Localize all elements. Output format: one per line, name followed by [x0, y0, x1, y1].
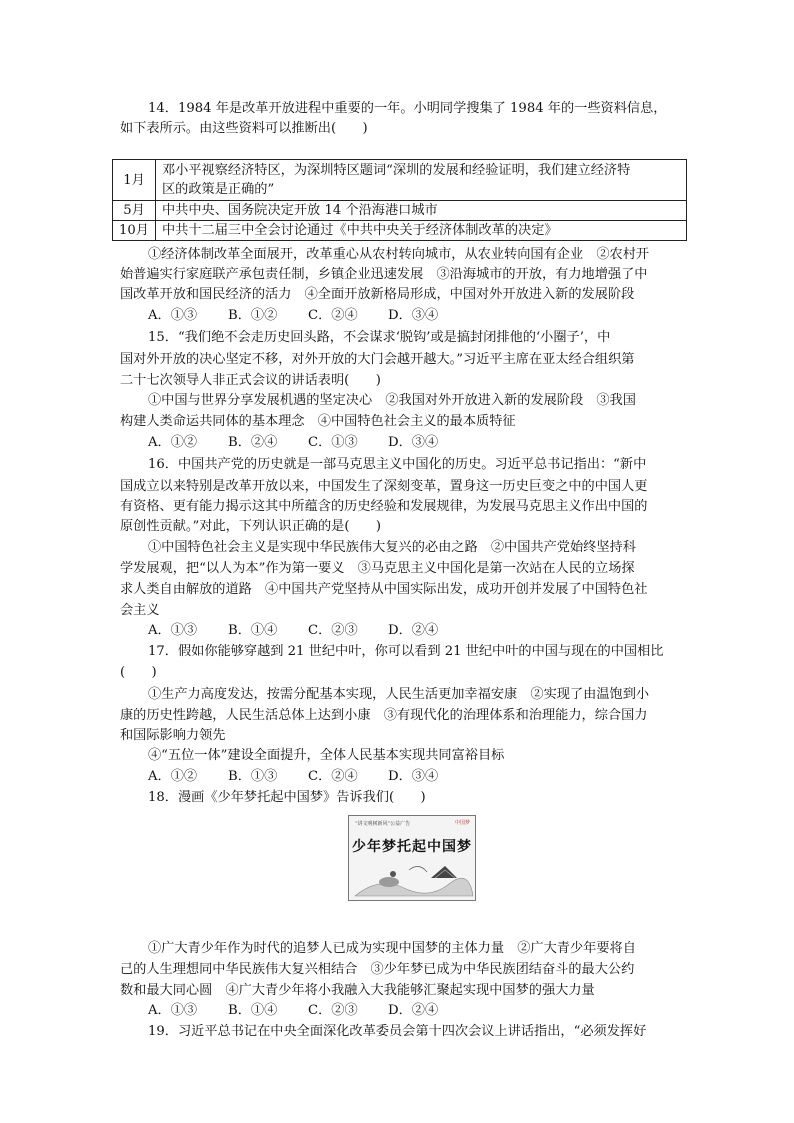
table-row	[113, 221, 687, 241]
option-a[interactable]: A．①③	[148, 308, 198, 323]
cartoon-drawing-icon	[349, 816, 475, 900]
option-a[interactable]: A．①③	[148, 623, 198, 638]
q14-options	[148, 306, 468, 326]
table-text-line: 邓小平视察经济特区，为深圳特区题词“深圳的发展和经验证明，我们建立经济特	[162, 163, 631, 178]
q15-items-line-2: 构建人类命运共同体的基本理念 ④中国特色社会主义的最本质特征	[120, 414, 516, 429]
option-a[interactable]: A．①②	[148, 769, 198, 784]
option-c[interactable]: C．②③	[308, 1003, 358, 1018]
option-b[interactable]: B．①④	[228, 1003, 278, 1018]
q14-items-line-1: ①经济体制改革全面展开，改革重心从农村转向城市，从农业转向国有企业 ②农村开	[148, 247, 650, 262]
option-b[interactable]: B．②④	[228, 435, 278, 450]
q17-items-line-4: ④“五位一体”建设全面提升，全体人民基本实现共同富裕目标	[148, 748, 505, 763]
q17-stem-line-2: ( )	[120, 665, 157, 680]
q14-items-line-3: 国改革开放和国民经济的活力 ④全面开放新格局形成，中国对外开放进入新的发展阶段	[120, 287, 635, 302]
q18-options	[148, 1001, 468, 1021]
q18-items-line-2: 己的人生理想同中华民族伟大复兴相结合 ③少年梦已成为中华民族团结奋斗的最大公约	[120, 962, 635, 977]
cartoon-title: 少年梦托起中国梦	[352, 839, 472, 855]
option-c[interactable]: C．②④	[308, 769, 358, 784]
q14-info-table	[112, 159, 687, 241]
q16-items-line-2: 学发展观，把“以人为本”作为第一要义 ③马克思主义中国化是第一次站在人民的立场探	[120, 561, 635, 576]
table-text-cell: 中共中央、国务院决定开放 14 个沿海港口城市	[156, 201, 687, 221]
q15-stem-line-3: 二十七次领导人非正式会议的讲话表明( )	[120, 373, 381, 388]
q17-items-line-3: 和国际影响力领先	[120, 728, 226, 743]
option-d[interactable]: D．②④	[388, 623, 439, 638]
option-d[interactable]: D．②④	[388, 1003, 439, 1018]
table-month-cell: 5月	[113, 201, 156, 221]
option-b[interactable]: B．①②	[228, 308, 278, 323]
q16-items-line-1: ①中国特色社会主义是实现中华民族伟大复兴的必由之路 ②中国共产党始终坚持科	[148, 540, 636, 555]
q19-stem-line-1: 19．习近平总书记在中央全面深化改革委员会第十四次会议上讲话指出，“必须发挥好	[148, 1024, 647, 1039]
option-d[interactable]: D．③④	[388, 769, 439, 784]
table-text-cell: 中共十二届三中全会讨论通过《中共中央关于经济体制改革的决定》	[156, 221, 687, 241]
q15-options	[148, 433, 468, 453]
table-text-line: 区的政策是正确的”	[162, 182, 275, 197]
q16-stem-line-3: 有资格、更有能力揭示这其中所蕴含的历史经验和发展规律，为发展马克思主义作出中国的	[120, 499, 648, 514]
q16-items-line-3: 求人类自由解放的道路 ④中国共产党坚持从中国实际出发，成功开创并发展了中国特色社	[120, 582, 648, 597]
q18-items-line-1: ①广大青少年作为时代的追梦人已成为实现中国梦的主体力量 ②广大青少年要将自	[148, 941, 636, 956]
option-a[interactable]: A．①②	[148, 435, 198, 450]
q17-items-line-2: 康的历史性跨越，人民生活总体上达到小康 ③有现代化的治理体系和治理能力，综合国力	[120, 708, 648, 723]
q17-options	[148, 767, 468, 787]
q16-stem-line-4: 原创性贡献。”对此，下列认识正确的是( )	[120, 519, 381, 534]
option-b[interactable]: B．①③	[228, 769, 278, 784]
q18-stem-line-1: 18．漫画《少年梦托起中国梦》告诉我们( )	[148, 790, 426, 805]
cartoon-image	[348, 815, 476, 901]
q17-stem-line-1: 17．假如你能够穿越到 21 世纪中叶，你可以看到 21 世纪中叶的中国与现在的中国相比	[148, 644, 664, 659]
q15-stem-line-1: 15．“我们绝不会走历史回头路，不会谋求‘脱钩’或是搞封闭排他的‘小圈子’，中	[148, 330, 611, 345]
table-month-cell: 10月	[113, 221, 156, 241]
q18-items-line-3: 数和最大同心圆 ④广大青少年将小我融入大我能够汇聚起实现中国梦的强大力量	[120, 983, 595, 998]
table-month-cell: 1月	[113, 160, 156, 201]
cartoon-logo: 中国梦	[454, 820, 470, 826]
q15-items-line-1: ①中国与世界分享发展机遇的坚定决心 ②我国对外开放进入新的发展阶段 ③我国	[148, 393, 636, 408]
option-c[interactable]: C．②④	[308, 308, 358, 323]
option-d[interactable]: D．③④	[388, 308, 439, 323]
table-row	[113, 201, 687, 221]
q14-items-line-2: 始普遍实行家庭联产承包责任制，乡镇企业迅速发展 ③沿海城市的开放，有力地增强了中	[120, 267, 648, 282]
q16-items-line-4: 会主义	[120, 603, 160, 618]
q14-stem-line-1: 14．1984 年是改革开放进程中重要的一年。小明同学搜集了 1984 年的一些资料信息，	[148, 101, 667, 116]
q16-stem-line-2: 国成立以来特别是改革开放以来，中国发生了深刻变革，置身这一历史巨变之中的中国人更	[120, 479, 648, 494]
q15-stem-line-2: 国对外开放的决心坚定不移，对外开放的大门会越开越大。”习近平主席在亚太经合组织第	[120, 352, 635, 367]
cartoon-tag: “讲文明树新风”公益广告	[355, 821, 411, 827]
q17-items-line-1: ①生产力高度发达，按需分配基本实现，人民生活更加幸福安康 ②实现了由温饱到小	[148, 687, 650, 702]
table-text-cell	[156, 160, 687, 201]
option-c[interactable]: C．②③	[308, 623, 358, 638]
option-c[interactable]: C．①③	[308, 435, 358, 450]
table-row	[113, 160, 687, 201]
q16-stem-line-1: 16．中国共产党的历史就是一部马克思主义中国化的历史。习近平总书记指出：“新中	[148, 457, 647, 472]
option-d[interactable]: D．③④	[388, 435, 439, 450]
q14-stem-line-2: 如下表所示。由这些资料可以推断出( )	[120, 121, 368, 136]
q16-options	[148, 621, 468, 641]
option-b[interactable]: B．①④	[228, 623, 278, 638]
option-a[interactable]: A．①③	[148, 1003, 198, 1018]
